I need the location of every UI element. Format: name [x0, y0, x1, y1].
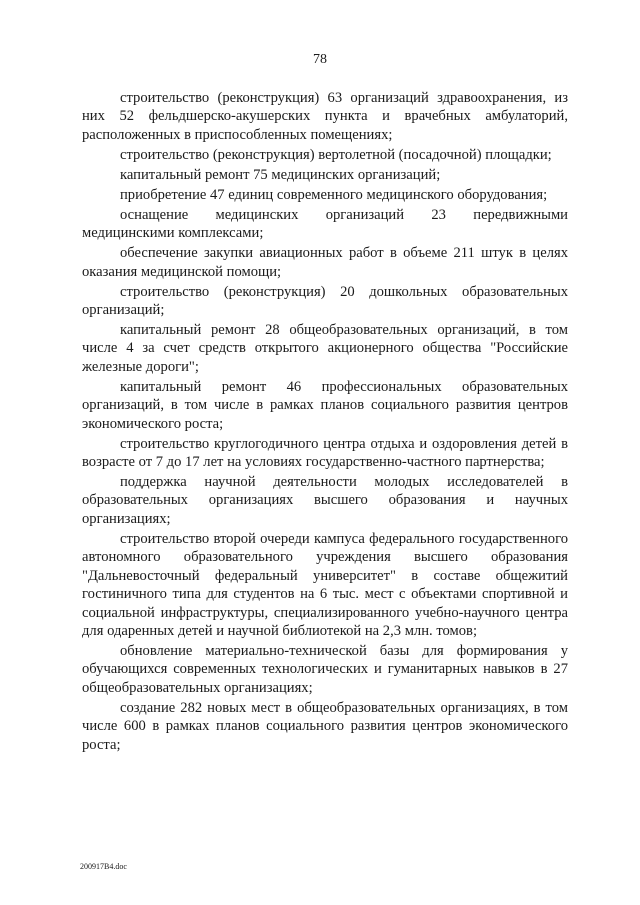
paragraph: обновление материально-технической базы для формирования у обучающихся современных технологических и гуманитарных навыков в 27 общеобразовательных организациях;: [82, 642, 568, 696]
paragraph: поддержка научной деятельности молодых исследователей в образовательных организациях высшего образования и научных организациях;: [82, 474, 568, 527]
paragraph: строительство (реконструкция) вертолетной (посадочной) площадки;: [120, 146, 552, 163]
paragraph: оснащение медицинских организаций 23 передвижными медицинскими комплексами;: [82, 206, 568, 242]
paragraph: обеспечение закупки авиационных работ в объеме 211 штук в целях оказания медицинской помощи;: [82, 245, 568, 280]
paragraph: капитальный ремонт 75 медицинских организаций;: [120, 166, 441, 183]
paragraph: приобретение 47 единиц современного медицинского оборудования;: [120, 186, 548, 203]
paragraph: капитальный ремонт 28 общеобразовательных организаций, в том числе 4 за счет средств открытого акционерного общества "Российские железные дороги";: [82, 322, 568, 375]
paragraph: строительство второй очереди кампуса федерального государственного автономного образовательного учреждения высшего образования "Дальневосточный федеральный университет" в составе общежитий гостиничного типа для студентов на 6 тыс. мест с объектами спортивной и социальной инфраструктуры, специализированного учебно-научного центра для одаренных детей и научной библиотекой на 2,3 млн. томов;: [82, 530, 568, 639]
paragraph: строительство круглогодичного центра отдыха и оздоровления детей в возрасте от 7 до 17 лет на условиях государственно-частного партнерства;: [82, 435, 568, 471]
paragraph: капитальный ремонт 46 профессиональных образовательных организаций, в том числе в рамках планов социального развития центров экономического роста;: [82, 378, 568, 432]
paragraph: строительство (реконструкция) 63 организаций здравоохранения, из них 52 фельдшерско-акушерских пункта и врачебных амбулаторий, расположенных в приспособленных помещениях;: [82, 90, 568, 143]
paragraph: создание 282 новых мест в общеобразовательных организациях, в том числе 600 в рамках планов социального развития центров экономического роста;: [82, 699, 568, 753]
document-body: [82, 89, 568, 756]
footer-filename: 200917В4.doc: [80, 862, 127, 871]
page-number: 78: [313, 52, 327, 67]
paragraph: строительство (реконструкция) 20 дошкольных образовательных организаций;: [82, 283, 568, 319]
